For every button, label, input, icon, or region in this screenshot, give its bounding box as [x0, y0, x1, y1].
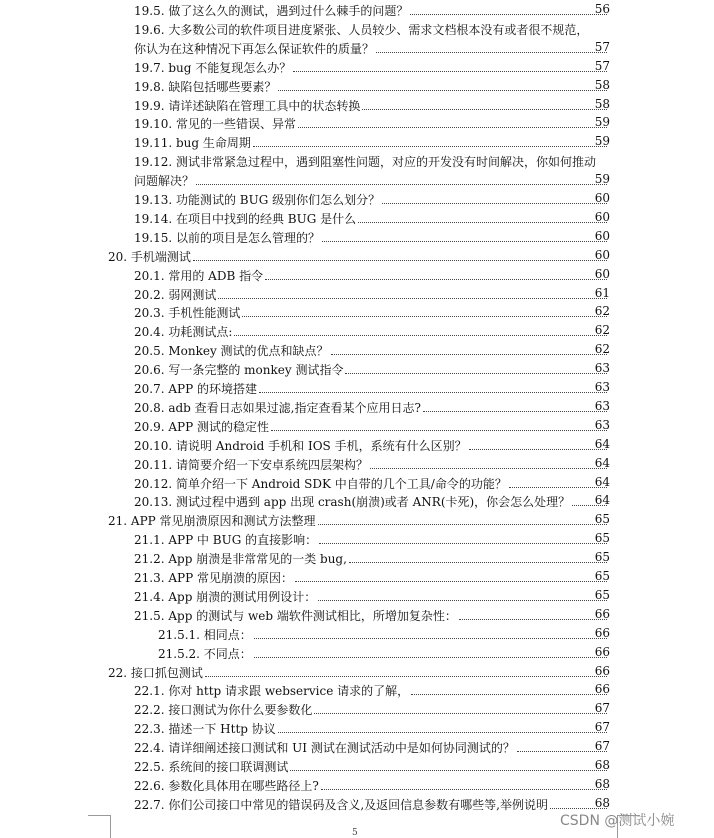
toc-entry-page: 67 [594, 701, 610, 716]
toc-entry[interactable] [0, 454, 714, 473]
toc-entry-page: 67 [594, 739, 610, 754]
toc-entry-title: 19.5. 做了这么久的测试，遇到过什么棘手的问题？ [134, 4, 409, 18]
toc-entry-title: 20.13. 测试过程中遇到 app 出现 crash(崩溃)或者 ANR(卡死)，你会怎么处理？ [134, 495, 571, 510]
toc-entry-page: 57 [594, 39, 610, 54]
toc-entry-title: 20.11. 请简要介绍一下安卓系统四层架构？ [134, 457, 368, 472]
toc-leader-dots [423, 411, 607, 412]
toc-leader-dots [290, 770, 607, 771]
toc-entry[interactable] [0, 340, 714, 359]
toc-leader-dots [242, 316, 607, 317]
toc-entry[interactable] [0, 227, 714, 246]
toc-entry-title: 你认为在这种情况下再怎么保证软件的质量？ [134, 41, 375, 56]
toc-entry-page: 64 [594, 474, 610, 489]
toc-entry[interactable] [0, 397, 714, 416]
toc-leader-dots [314, 713, 607, 714]
toc-entry-title: 19.14. 在项目中找到的经典 BUG 是什么 [134, 211, 357, 226]
toc-leader-dots [349, 562, 607, 563]
toc-leader-dots [345, 373, 607, 374]
toc-entry[interactable] [0, 737, 714, 756]
toc-leader-dots [278, 732, 607, 733]
toc-entry-page: 60 [594, 228, 610, 243]
toc-entry-page: 58 [594, 96, 610, 111]
toc-leader-dots [358, 222, 607, 223]
toc-entry-page: 65 [594, 550, 610, 565]
toc-entry-page: 59 [594, 134, 610, 149]
toc-entry[interactable] [0, 416, 714, 435]
toc-entry-title: 21.5.1. 相同点： [158, 627, 252, 642]
toc-entry-title: 19.8. 缺陷包括哪些要素？ [134, 79, 277, 94]
toc-entry-title: 19.13. 功能测试的 BUG 级别你们怎么划分？ [134, 193, 381, 207]
toc-entry-page: 59 [594, 172, 610, 187]
toc-entry-page: 68 [594, 795, 610, 810]
toc-entry[interactable] [0, 699, 714, 718]
toc-leader-dots [295, 581, 607, 582]
toc-leader-dots [271, 430, 607, 431]
toc-entry-title: 22.5. 系统间的接口联调测试 [134, 760, 289, 774]
toc-entry[interactable] [0, 76, 714, 95]
toc-entry-page: 62 [594, 304, 610, 319]
toc-entry[interactable] [0, 586, 714, 605]
toc-entry[interactable] [0, 284, 714, 303]
toc-entry-title: 20.4. 功耗测试点: [134, 325, 233, 340]
toc-entry-page: 62 [594, 323, 610, 338]
toc-entry[interactable] [0, 491, 714, 510]
toc-entry-title: 22.1. 你对 http 请求跟 webservice 请求的了解， [134, 684, 410, 699]
toc-entry[interactable] [0, 510, 714, 529]
toc-entry-title: 21. APP 常见崩溃原因和测试方法整理 [108, 514, 316, 529]
toc-leader-dots [318, 524, 607, 525]
toc-entry-title: 19.6. 大多数公司的软件项目进度紧张、人员较少、需求文档根本没有或者很不规范， [134, 22, 589, 37]
toc-entry-title: 21.3. APP 常见崩溃的原因： [134, 571, 293, 585]
toc-leader-dots [469, 449, 607, 450]
toc-entry[interactable] [0, 378, 714, 397]
toc-leader-dots [410, 14, 607, 15]
toc-leader-dots [205, 676, 607, 677]
toc-entry-page: 65 [594, 531, 610, 546]
toc-entry-page: 66 [594, 625, 610, 640]
toc-leader-dots [218, 298, 607, 299]
toc-entry-title: 19.11. bug 生命周期 [134, 136, 251, 151]
toc-entry-title: 21.4. App 崩溃的测试用例设计： [134, 589, 317, 604]
toc-entry-page: 59 [594, 115, 610, 130]
toc-leader-dots [331, 354, 607, 355]
toc-entry-title: 22.7. 你们公司接口中常见的错误码及含义,及返回信息参数有哪些等,举例说明 [134, 797, 548, 812]
toc-entry-title: 22. 接口抓包测试 [108, 665, 203, 680]
toc-entry-page: 60 [594, 209, 610, 224]
toc-leader-dots [411, 694, 607, 695]
toc-entry-title: 22.6. 参数化具体用在哪些路径上? [134, 778, 319, 793]
toc-entry-title: 22.4. 请详细阐述接口测试和 UI 测试在测试活动中是如何协同测试的？ [134, 741, 515, 756]
toc-entry-title: 20.1. 常用的 ADB 指令 [134, 268, 264, 283]
toc-entry[interactable] [0, 680, 714, 699]
toc-leader-dots [278, 90, 607, 91]
toc-entry-page: 57 [594, 58, 610, 73]
toc-entry[interactable] [0, 662, 714, 681]
toc-entry-page: 60 [594, 191, 610, 205]
toc-entry[interactable] [0, 38, 714, 57]
toc-entry[interactable] [0, 57, 714, 76]
toc-entry-page: 58 [594, 77, 610, 92]
toc-entry-page: 64 [594, 493, 610, 508]
toc-leader-dots [370, 468, 607, 469]
toc-entry-title: 21.1. APP 中 BUG 的直接影响： [134, 533, 318, 548]
toc-leader-dots [318, 600, 607, 601]
toc-entry-title: 20.6. 写一条完整的 monkey 测试指令 [134, 363, 344, 378]
toc-entry[interactable] [0, 208, 714, 227]
page-number: 5 [352, 828, 358, 838]
toc-entry-title: 20.8. adb 查看日志如果过滤,指定查看某个应用日志? [134, 400, 421, 415]
toc-entry-page: 61 [594, 285, 610, 300]
toc-leader-dots [193, 260, 607, 261]
toc-leader-dots [234, 335, 607, 336]
toc-leader-dots [265, 279, 607, 280]
toc-entry[interactable] [0, 151, 714, 170]
toc-entry-title: 20.7. APP 的环境搭建 [134, 382, 257, 396]
toc-entry-title: 20.5. Monkey 测试的优点和缺点？ [134, 344, 329, 359]
toc-entry-title: 20.10. 请说明 Android 手机和 IOS 手机，系统有什么区别？ [134, 438, 467, 453]
toc-entry-title: 22.3. 描述一下 Http 协议 [134, 722, 276, 737]
toc-entry-title: 20.3. 手机性能测试 [134, 306, 241, 321]
toc-entry-page: 65 [594, 569, 610, 583]
toc-leader-dots [382, 203, 607, 204]
toc-entry-page: 67 [594, 720, 610, 735]
toc-entry-page: 66 [594, 682, 610, 697]
toc-entry[interactable] [0, 95, 714, 114]
toc-entry-page: 60 [594, 247, 610, 262]
toc-entry[interactable] [0, 132, 714, 151]
toc-entry[interactable] [0, 718, 714, 737]
toc-entry-title: 21.2. App 崩溃是非常常见的一类 bug, [134, 552, 347, 567]
toc-entry-page: 62 [594, 342, 610, 357]
toc-leader-dots [254, 638, 607, 639]
toc-entry[interactable] [0, 473, 714, 492]
toc-entry[interactable] [0, 529, 714, 548]
toc-entry-title: 20.12. 简单介绍一下 Android SDK 中自带的几个工具/命令的功能？ [134, 476, 507, 491]
toc-leader-dots [298, 127, 607, 128]
toc-entry-page: 66 [594, 644, 610, 659]
toc-leader-dots [362, 109, 607, 110]
toc-entry-page: 63 [594, 361, 610, 376]
toc-entry[interactable] [0, 624, 714, 643]
toc-entry[interactable] [0, 246, 714, 265]
toc-entry[interactable] [0, 321, 714, 340]
toc-entry-title: 21.5.2. 不同点： [158, 646, 252, 661]
toc-entry[interactable] [0, 359, 714, 378]
toc-entry-title: 22.2. 接口测试为你什么要参数化 [134, 703, 313, 718]
toc-leader-dots [254, 657, 607, 658]
toc-entry[interactable] [0, 435, 714, 454]
toc-entry[interactable] [0, 189, 714, 208]
toc-entry-page: 68 [594, 776, 610, 791]
toc-entry[interactable] [0, 113, 714, 132]
toc-entry[interactable] [0, 0, 714, 19]
toc-entry-page: 63 [594, 380, 610, 394]
toc-entry-title: 20.9. APP 测试的稳定性 [134, 419, 269, 434]
toc-entry-title: 19.9. 请详述缺陷在管理工具中的状态转换 [134, 98, 361, 113]
toc-entry-page: 65 [594, 587, 610, 602]
toc-entry-title: 19.10. 常见的一些错误、异常 [134, 117, 296, 132]
toc-entry-title: 20.2. 弱网测试 [134, 287, 217, 302]
watermark: CSDN @测试小婉 [560, 813, 675, 829]
toc-entry[interactable] [0, 605, 714, 624]
toc-leader-dots [196, 184, 607, 185]
toc-entry[interactable] [0, 170, 714, 189]
toc-entry[interactable] [0, 265, 714, 284]
toc-leader-dots [459, 619, 607, 620]
toc-entry[interactable] [0, 756, 714, 775]
toc-entry-page: 66 [594, 606, 610, 621]
toc-leader-dots [253, 146, 607, 147]
toc-entry-page: 56 [594, 2, 610, 16]
toc-entry-title: 19.12. 测试非常紧急过程中，遇到阻塞性问题，对应的开发没有时间解决，你如何推动 [134, 155, 596, 170]
toc-entry-page: 64 [594, 455, 610, 470]
toc-entry-page: 63 [594, 398, 610, 413]
toc-leader-dots [376, 52, 607, 53]
toc-leader-dots [321, 789, 607, 790]
toc-entry-page: 64 [594, 436, 610, 451]
toc-entry-title: 19.7. bug 不能复现怎么办？ [134, 60, 292, 75]
toc-entry-page: 60 [594, 266, 610, 281]
toc-entry[interactable] [0, 548, 714, 567]
toc-entry-title: 问题解决？ [134, 174, 195, 189]
toc-entry-title: 21.5. App 的测试与 web 端软件测试相比，所增加复杂性： [134, 608, 457, 623]
toc-leader-dots [319, 543, 607, 544]
toc-entry[interactable] [0, 19, 714, 38]
toc-leader-dots [259, 392, 607, 393]
toc-leader-dots [293, 71, 607, 72]
toc-entry-page: 68 [594, 758, 610, 772]
toc-entry-page: 65 [594, 512, 610, 527]
toc-entry-page: 63 [594, 417, 610, 432]
page-corner-mark-left [88, 815, 111, 838]
toc-entry-title: 20. 手机端测试 [108, 249, 191, 264]
toc-leader-dots [509, 487, 607, 488]
toc-entry[interactable] [0, 302, 714, 321]
toc-entry-title: 19.15. 以前的项目是怎么管理的？ [134, 230, 320, 245]
toc-entry[interactable] [0, 643, 714, 662]
toc-entry[interactable] [0, 775, 714, 794]
toc-entry[interactable] [0, 567, 714, 586]
toc-entry-page: 66 [594, 663, 610, 678]
toc-leader-dots [322, 241, 607, 242]
